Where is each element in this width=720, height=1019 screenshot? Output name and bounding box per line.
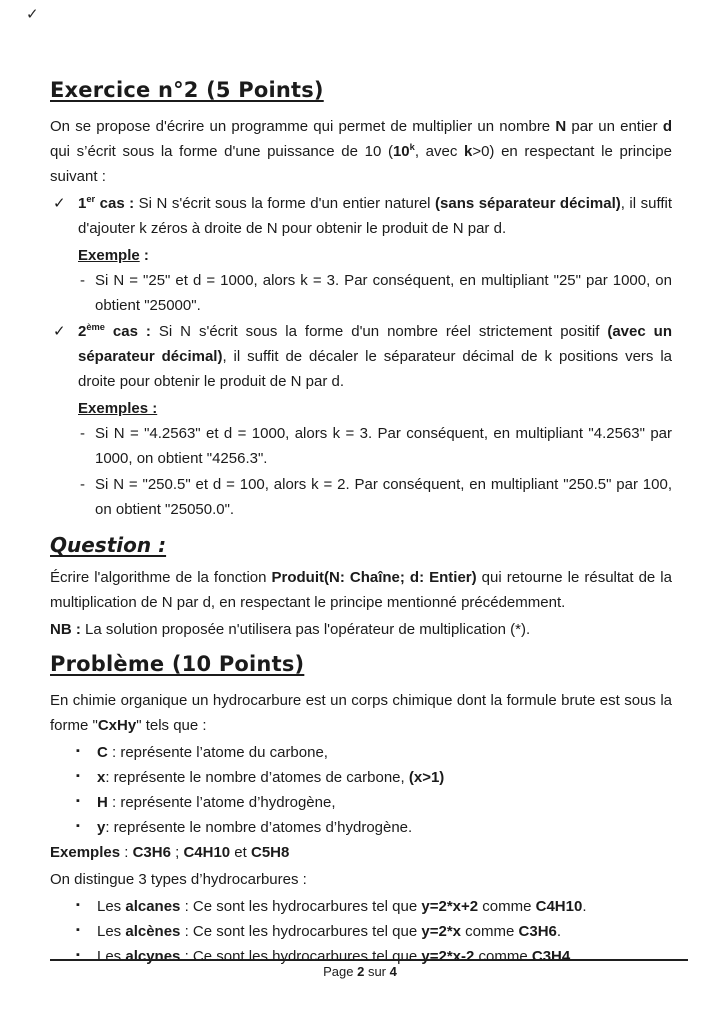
text-segment: k bbox=[463, 143, 473, 160]
square-list-item bbox=[75, 740, 672, 765]
text-segment: er bbox=[86, 194, 96, 204]
text-segment: En chimie organique un hydrocarbure est un corps chimique dont la formule brute est sous la forme " bbox=[50, 692, 672, 734]
square-list-item bbox=[75, 765, 672, 790]
text-segment: >0) en respectant le principe suivant : bbox=[50, 143, 672, 185]
check-list-item bbox=[50, 319, 672, 394]
footer-divider bbox=[50, 959, 688, 961]
text-segment: . bbox=[582, 898, 587, 915]
text-segment: alcanes bbox=[125, 898, 181, 915]
text-segment: y=2*x-2 bbox=[421, 948, 475, 965]
square-bullet-icon: ▪ bbox=[76, 820, 80, 832]
text-segment: . bbox=[556, 923, 562, 940]
text-segment: cas : bbox=[95, 195, 135, 212]
text-segment: On distingue 3 types d’hydrocarbures : bbox=[50, 871, 307, 888]
text-segment: Si N s'écrit sous la forme d'un nombre réel strictement positif bbox=[150, 323, 608, 340]
text-segment: Si N = "25" et d = 1000, alors k = 3. Par conséquent, en multipliant "25" par 1000, on obtient "25000". bbox=[95, 272, 672, 314]
dash-bullet-icon: - bbox=[80, 272, 85, 289]
text-segment: et bbox=[230, 844, 251, 861]
dash-bullet-icon: - bbox=[80, 425, 85, 442]
square-list-item bbox=[75, 919, 672, 944]
text-segment: ème bbox=[86, 322, 105, 332]
text-segment: comme bbox=[461, 923, 519, 940]
text-segment: : Ce sont les hydrocarbures tel que bbox=[180, 948, 422, 965]
check-list-item bbox=[50, 191, 672, 241]
paragraph bbox=[50, 867, 672, 892]
text-segment: Exercice n°2 (5 Points) bbox=[50, 78, 324, 102]
text-segment: C bbox=[97, 744, 108, 761]
square-bullet-icon: ▪ bbox=[76, 924, 80, 936]
text-segment: y bbox=[97, 819, 106, 836]
text-segment: Écrire l'algorithme de la fonction bbox=[50, 569, 272, 586]
text-segment: Question : bbox=[50, 533, 167, 557]
square-list-item bbox=[75, 894, 672, 919]
example-subheading bbox=[78, 243, 672, 268]
square-list-item bbox=[75, 815, 672, 840]
text-segment: alcènes bbox=[125, 923, 181, 940]
paragraph bbox=[50, 565, 672, 615]
text-segment: : représente l’atome d’hydrogène, bbox=[107, 794, 336, 811]
text-segment: comme bbox=[474, 948, 532, 965]
dash-list-item bbox=[78, 421, 672, 471]
text-segment: Exemples bbox=[50, 844, 121, 861]
text-segment: cas : bbox=[104, 323, 151, 340]
text-segment: 2 bbox=[357, 964, 365, 979]
text-segment: , il suffit d'ajouter k zéros à droite de N pour obtenir le produit de N par d. bbox=[78, 195, 673, 237]
text-segment: , il suffit de décaler le séparateur décimal de k positions vers la droite pour obtenir le produit de N par d. bbox=[78, 348, 672, 390]
text-segment: : bbox=[139, 247, 149, 264]
paragraph bbox=[50, 688, 672, 738]
text-segment: N bbox=[555, 118, 567, 135]
text-segment: C3H4 bbox=[531, 948, 571, 965]
text-segment: Les bbox=[97, 898, 126, 915]
text-segment: par un entier bbox=[566, 118, 663, 135]
square-bullet-icon: ▪ bbox=[76, 899, 80, 911]
document-content bbox=[50, 76, 672, 969]
text-segment: Les bbox=[97, 948, 126, 965]
text-segment: y=2*x bbox=[421, 923, 461, 940]
text-segment: y=2*x+2 bbox=[421, 898, 479, 915]
dash-list-item bbox=[78, 268, 672, 318]
text-segment: C3H6 bbox=[518, 923, 557, 940]
text-segment: Exemples : bbox=[78, 400, 158, 417]
question-heading bbox=[50, 523, 672, 559]
page-number bbox=[0, 962, 720, 982]
text-segment: comme bbox=[478, 898, 536, 915]
text-segment: 1 bbox=[78, 195, 87, 212]
text-segment: . bbox=[570, 948, 575, 965]
square-bullet-icon: ▪ bbox=[76, 770, 80, 782]
text-segment: C4H10 bbox=[535, 898, 583, 915]
section-heading bbox=[50, 76, 672, 104]
text-segment: : Ce sont les hydrocarbures tel que bbox=[180, 898, 422, 915]
dash-list-item bbox=[78, 472, 672, 522]
text-segment: : Ce sont les hydrocarbures tel que bbox=[180, 923, 422, 940]
text-segment: 4 bbox=[389, 964, 397, 979]
text-segment: alcynes bbox=[125, 948, 181, 965]
paragraph bbox=[50, 114, 672, 189]
text-segment: (sans séparateur décimal) bbox=[435, 195, 621, 212]
text-segment: Page bbox=[323, 964, 358, 979]
paragraph bbox=[50, 617, 672, 642]
text-segment: qui s’écrit sous la forme d'une puissance de 10 ( bbox=[50, 143, 393, 160]
square-list-item bbox=[75, 790, 672, 815]
text-segment: Produit(N: Chaîne; d: Entier) bbox=[271, 569, 477, 586]
text-segment: CxHy bbox=[97, 717, 137, 734]
square-bullet-icon: ▪ bbox=[76, 795, 80, 807]
text-segment: C5H8 bbox=[251, 844, 290, 861]
text-segment: 2 bbox=[78, 323, 87, 340]
text-segment: : représente l’atome du carbone, bbox=[107, 744, 328, 761]
check-icon: ✓ bbox=[53, 195, 66, 212]
text-segment: k bbox=[409, 142, 415, 152]
text-segment: Si N = "4.2563" et d = 1000, alors k = 3. Par conséquent, en multipliant "4.2563" par 1000, on obtient "4256.3". bbox=[95, 425, 672, 467]
text-segment: : représente le nombre d’atomes d’hydrogène. bbox=[105, 819, 413, 836]
text-segment: , avec bbox=[414, 143, 464, 160]
text-segment: x bbox=[97, 769, 106, 786]
text-segment: Exemple bbox=[78, 247, 140, 264]
text-segment: " tels que : bbox=[136, 717, 207, 734]
text-segment: NB : bbox=[50, 621, 81, 638]
text-segment: La solution proposée n'utilisera pas l'opérateur de multiplication (*). bbox=[80, 621, 531, 638]
text-segment: sur bbox=[364, 964, 390, 979]
square-bullet-icon: ▪ bbox=[76, 745, 80, 757]
text-segment: : bbox=[120, 844, 133, 861]
text-segment: Problème (10 Points) bbox=[50, 652, 305, 676]
text-segment: qui retourne le résultat de la multiplication de N par d, en respectant le principe mentionné précédemment. bbox=[50, 569, 672, 611]
text-segment: Si N = "250.5" et d = 100, alors k = 2. Par conséquent, en multipliant "250.5" par 100, on obtient "25050.0". bbox=[95, 476, 672, 518]
paragraph bbox=[50, 840, 672, 865]
text-segment: d bbox=[662, 118, 672, 135]
square-bullet-icon: ▪ bbox=[76, 949, 80, 961]
section-heading bbox=[50, 644, 672, 678]
example-subheading bbox=[78, 396, 672, 421]
text-segment: (x>1) bbox=[408, 769, 445, 786]
text-segment: (avec un séparateur décimal) bbox=[78, 323, 672, 365]
text-segment: C4H10 bbox=[183, 844, 231, 861]
text-segment: Si N s'écrit sous la forme d'un entier naturel bbox=[134, 195, 436, 212]
text-segment: C3H6 bbox=[132, 844, 171, 861]
text-segment: ; bbox=[170, 844, 184, 861]
text-segment: : représente le nombre d’atomes de carbone, bbox=[105, 769, 409, 786]
text-segment: 10 bbox=[392, 143, 410, 160]
text-segment: Les bbox=[97, 923, 126, 940]
check-mark-icon: ✓ bbox=[26, 6, 39, 23]
text-segment: H bbox=[97, 794, 108, 811]
dash-bullet-icon: - bbox=[80, 476, 85, 493]
check-icon: ✓ bbox=[53, 323, 66, 340]
text-segment: On se propose d'écrire un programme qui permet de multiplier un nombre bbox=[50, 118, 556, 135]
